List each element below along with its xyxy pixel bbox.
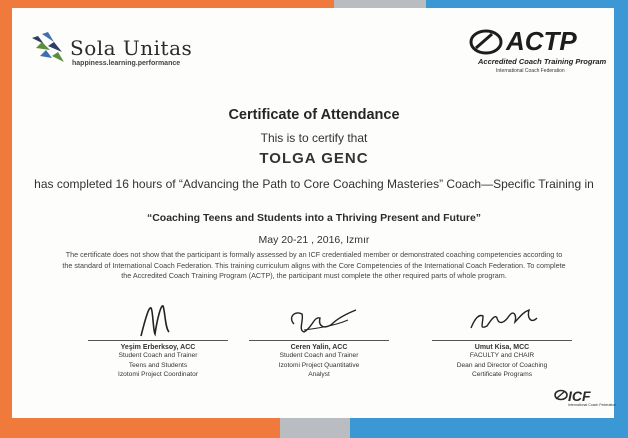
actp-federation: International Coach Federation [496, 68, 565, 74]
signature-line-1 [88, 340, 228, 341]
signature-2 [274, 300, 364, 340]
icf-logo [554, 388, 617, 410]
frame-top-gray [334, 0, 426, 8]
signatory-2-role-3: Analyst [308, 371, 330, 378]
actp-logo-text: ACTP [506, 26, 577, 56]
icf-subtitle: International Coach Federation [568, 403, 617, 407]
signatory-1-role-1: Student Coach and Trainer [118, 352, 198, 359]
frame-right-blue [614, 0, 628, 438]
bird-flock-icon [28, 30, 68, 66]
certificate-title: Certificate of Attendance [228, 107, 400, 123]
signatory-2-role-2: Izotomi Project Quantitative [278, 361, 360, 369]
signature-line-3 [432, 340, 572, 341]
frame-top-orange [0, 0, 334, 8]
program-title: “Coaching Teens and Students into a Thriving Present and Future” [146, 212, 482, 224]
date-location: May 20-21 , 2016, Izmır [258, 234, 370, 246]
signature-1 [123, 300, 193, 340]
icf-swirl-icon [554, 388, 568, 402]
signatory-3-name: Umut Kisa, MCC [474, 344, 530, 351]
actp-swirl-icon [468, 28, 504, 58]
disclaimer-text: The certificate does not show that the participant is formally assessed by an ICF credentialed member or demonstrated coaching competencies according to the standard of International Coach Federation. This training curriculum aligns with the Core Competencies of the International Coach Federation. To complete the Accredited Coach Training Program (ACTP), the participant must complete the other required parts of whole program. [62, 250, 566, 280]
signatory-3-role-1: FACULTY and CHAIR [469, 352, 535, 359]
recipient-name: TOLGA GENC [259, 150, 369, 167]
signatory-3 [422, 300, 582, 380]
signatory-3-role-2: Dean and Director of Coaching [456, 361, 548, 369]
signatory-2 [239, 300, 399, 380]
icf-logo-text: ICF [568, 388, 591, 404]
signatory-1-name: Yeşim Erberksoy, ACC [120, 344, 196, 351]
sola-unitas-name: Sola Unitas [70, 36, 193, 60]
completed-line: has completed 16 hours of “Advancing the Path to Core Coaching Masteries” Coach—Specific Training in [34, 177, 594, 191]
frame-top-blue [426, 0, 628, 8]
signatory-3-role-3: Certificate Programs [471, 371, 533, 378]
signature-line-2 [249, 340, 389, 341]
actp-subtitle: Accredited Coach Training Program [478, 57, 607, 66]
frame-bottom-blue [350, 418, 628, 438]
certify-line: This is to certify that [260, 131, 368, 145]
actp-logo [468, 28, 608, 78]
sola-unitas-logo [28, 30, 198, 74]
signatory-1-role-2: Teens and Students [128, 361, 188, 369]
signatory-2-role-1: Student Coach and Trainer [279, 352, 359, 359]
frame-bottom-gray [280, 418, 350, 438]
signatory-2-name: Ceren Yalin, ACC [290, 344, 348, 351]
signature-3 [457, 300, 547, 340]
frame-left-orange [0, 0, 12, 438]
frame-bottom-orange [0, 418, 280, 438]
signatory-1-role-3: Izotomi Project Coordinator [118, 371, 198, 378]
signatory-1 [78, 300, 238, 380]
sola-unitas-tagline: happiness.learning.performance [72, 60, 181, 67]
